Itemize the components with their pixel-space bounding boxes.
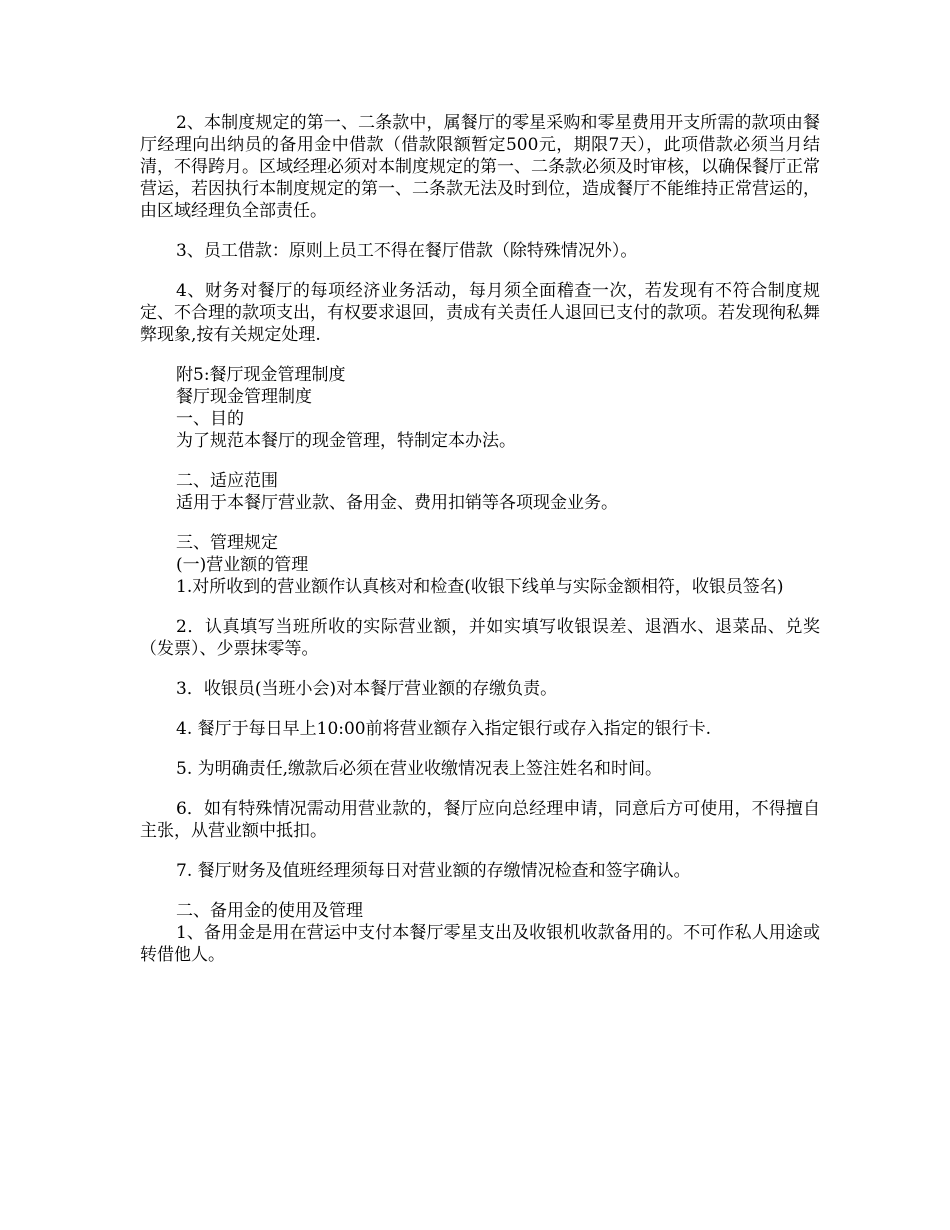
paragraph-clause-4: 4、财务对餐厅的每项经济业务活动，每月须全面稽查一次，若发现有不符合制度规定、不合理的款项支出，有权要求退回，责成有关责任人退回已支付的款项。若发现徇私舞弊现象,按有关规定处理. <box>140 281 820 345</box>
paragraph-scope: 适用于本餐厅营业款、备用金、费用扣销等各项现金业务。 <box>176 493 618 513</box>
paragraph-purpose: 为了规范本餐厅的现金管理，特制定本办法。 <box>176 431 516 451</box>
subsection-heading-petty-cash: 二、备用金的使用及管理 <box>176 901 363 921</box>
section-heading-scope: 二、适应范围 <box>176 471 278 491</box>
subsection-heading-revenue: (一)营业额的管理 <box>176 555 309 575</box>
list-item-revenue-1: 1.对所收到的营业额作认真核对和检查(收银下线单与实际金额相符，收银员签名) <box>176 577 784 597</box>
paragraph-clause-3: 3、员工借款：原则上员工不得在餐厅借款（除特殊情况外）。 <box>176 241 638 261</box>
list-item-revenue-7: 7. 餐厅财务及值班经理须每日对营业额的存缴情况检查和签字确认。 <box>176 861 691 881</box>
appendix-title: 附5:餐厅现金管理制度 <box>176 365 346 385</box>
document-title: 餐厅现金管理制度 <box>176 387 312 407</box>
list-item-revenue-3: 3．收银员(当班小会)对本餐厅营业额的存缴负责。 <box>176 679 558 699</box>
list-item-revenue-5: 5. 为明确责任,缴款后必须在营业收缴情况表上签注姓名和时间。 <box>176 759 663 779</box>
section-heading-rules: 三、管理规定 <box>176 533 278 553</box>
list-item-revenue-4: 4. 餐厅于每日早上10:00前将营业额存入指定银行或存入指定的银行卡. <box>176 719 712 739</box>
paragraph-clause-2: 2、本制度规定的第一、二条款中，属餐厅的零星采购和零星费用开支所需的款项由餐厅经理向出纳员的备用金中借款（借款限额暂定500元，期限7天），此项借款必须当月结清，不得跨月。区域经理必须对本制度规定的第一、二条款必须及时审核，以确保餐厅正常营运，若因执行本制度规定的第一、二条款无法及时到位，造成餐厅不能维持正常营运的，由区域经理负全部责任。 <box>140 113 820 221</box>
list-item-revenue-2: 2．认真填写当班所收的实际营业额，并如实填写收银误差、退酒水、退菜品、兑奖（发票）、少票抹零等。 <box>140 617 820 659</box>
list-item-revenue-6: 6．如有特殊情况需动用营业款的，餐厅应向总经理申请，同意后方可使用，不得擅自主张，从营业额中抵扣。 <box>140 799 820 841</box>
document-page <box>140 112 820 966</box>
section-heading-purpose: 一、目的 <box>176 409 244 429</box>
list-item-petty-cash-1: 1、备用金是用在营运中支付本餐厅零星支出及收银机收款备用的。不可作私人用途或转借他人。 <box>140 923 820 965</box>
